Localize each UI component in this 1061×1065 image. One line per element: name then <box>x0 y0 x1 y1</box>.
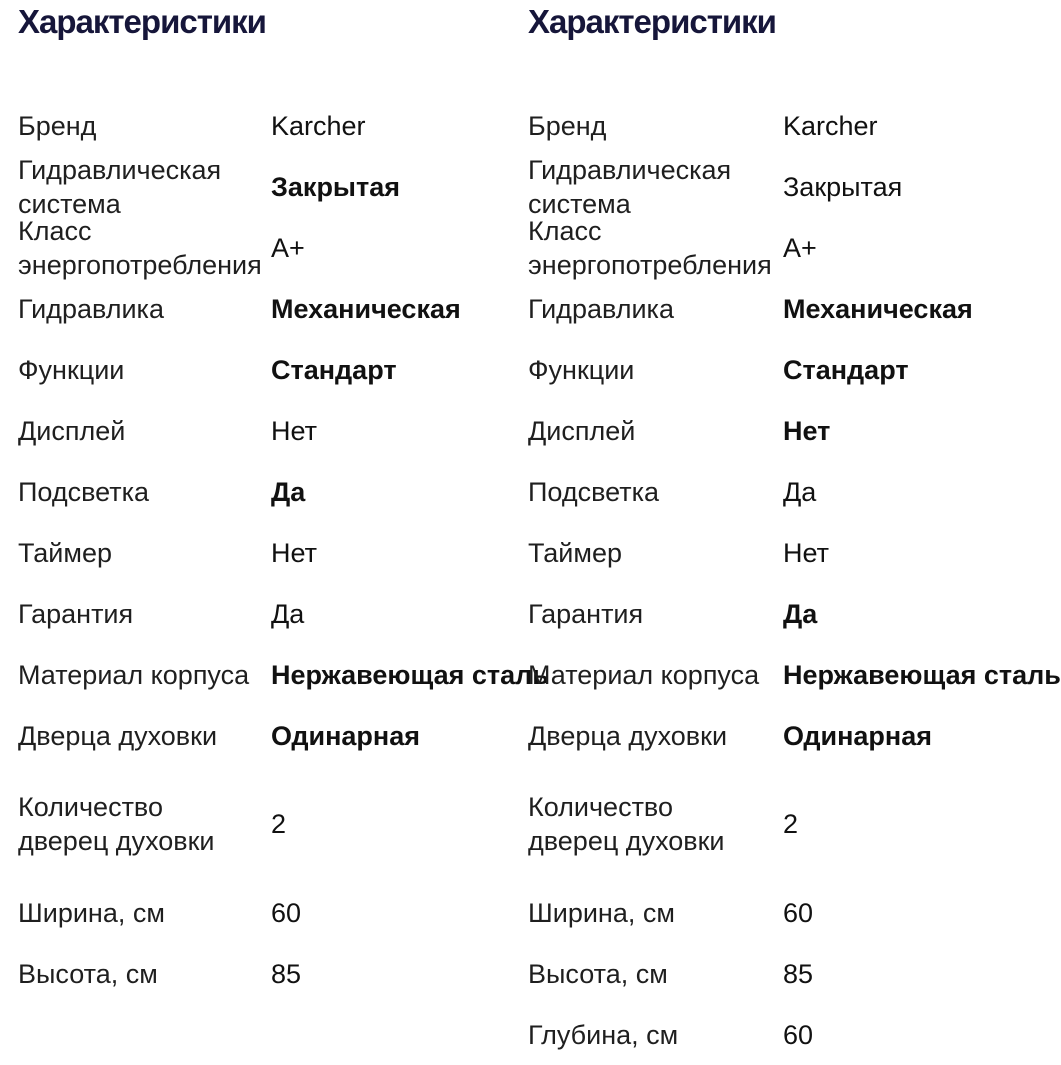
spec-row <box>528 95 1028 156</box>
spec-row <box>528 156 1028 217</box>
spec-row <box>18 461 518 522</box>
spec-row <box>18 943 518 1004</box>
spec-row <box>18 278 518 339</box>
spec-label: Материал корпуса <box>528 659 760 690</box>
spec-value: Нержавеющая сталь <box>271 659 549 690</box>
spec-row <box>18 400 518 461</box>
spec-label: Дисплей <box>18 415 126 446</box>
spec-label: Количество дверец духовки <box>528 792 725 856</box>
specs-panel-right <box>528 0 1061 1050</box>
spec-label: Ширина, см <box>528 897 675 928</box>
spec-label: Класс энергопотребления <box>528 215 772 280</box>
spec-label: Бренд <box>18 110 97 141</box>
spec-value: Стандарт <box>783 354 909 385</box>
spec-value: 2 <box>783 809 799 839</box>
spec-value: Нет <box>783 415 831 446</box>
spec-value: Механическая <box>271 293 461 324</box>
spec-value: Karcher <box>271 110 366 141</box>
spec-row <box>18 339 518 400</box>
spec-label: Бренд <box>528 110 607 141</box>
spec-value: Закрытая <box>783 171 903 202</box>
spec-value: Одинарная <box>271 720 420 751</box>
spec-row <box>18 705 518 766</box>
spec-row <box>18 882 518 943</box>
spec-row <box>18 522 518 583</box>
spec-row <box>528 1004 1028 1065</box>
spec-row <box>528 882 1028 943</box>
spec-label: Класс энергопотребления <box>18 215 262 280</box>
spec-value: Механическая <box>783 293 973 324</box>
spec-label: Высота, см <box>528 958 668 989</box>
specs-panel-left <box>18 0 549 989</box>
spec-value: Стандарт <box>271 354 397 385</box>
specs-list <box>18 95 549 1004</box>
spec-label: Функции <box>528 354 635 385</box>
spec-label: Высота, см <box>18 958 158 989</box>
spec-value: Karcher <box>783 110 878 141</box>
spec-label: Материал корпуса <box>18 659 250 690</box>
panel-title: Характеристики <box>528 3 776 40</box>
spec-row <box>528 339 1028 400</box>
spec-value: 60 <box>783 1019 814 1050</box>
spec-label: Таймер <box>18 537 112 568</box>
spec-row <box>528 766 1028 882</box>
spec-label: Гидравлическая система <box>18 154 222 219</box>
spec-row <box>528 400 1028 461</box>
spec-value: Нет <box>783 537 829 568</box>
spec-row <box>528 705 1028 766</box>
spec-value: Да <box>271 598 305 629</box>
spec-row <box>528 644 1061 705</box>
spec-label: Глубина, см <box>528 1019 679 1050</box>
spec-label: Дверца духовки <box>528 720 728 751</box>
spec-value: 60 <box>271 897 302 928</box>
spec-row <box>528 583 1028 644</box>
spec-label: Количество дверец духовки <box>18 792 215 856</box>
spec-label: Гарантия <box>528 598 644 629</box>
spec-value: Нет <box>271 537 317 568</box>
spec-label: Гарантия <box>18 598 134 629</box>
spec-label: Таймер <box>528 537 622 568</box>
spec-row <box>528 217 1028 278</box>
spec-row <box>528 278 1028 339</box>
spec-label: Функции <box>18 354 125 385</box>
spec-row <box>528 943 1028 1004</box>
spec-row <box>18 766 518 882</box>
spec-value: A+ <box>783 232 817 263</box>
spec-value: Да <box>783 476 817 507</box>
spec-value: Закрытая <box>271 171 400 202</box>
spec-label: Дверца духовки <box>18 720 218 751</box>
specs-list <box>528 95 1061 1065</box>
spec-row <box>528 522 1028 583</box>
spec-value: Нержавеющая сталь <box>783 659 1061 690</box>
spec-value: Да <box>783 598 818 629</box>
spec-value: A+ <box>271 232 305 263</box>
spec-row <box>18 644 549 705</box>
spec-row <box>18 583 518 644</box>
spec-value: Нет <box>271 415 317 446</box>
spec-label: Гидравлическая система <box>528 154 732 219</box>
panel-title: Характеристики <box>18 3 266 40</box>
spec-row <box>18 217 518 278</box>
spec-value: 85 <box>783 958 814 989</box>
spec-value: 2 <box>271 809 287 839</box>
spec-value: Одинарная <box>783 720 932 751</box>
spec-value: 60 <box>783 897 814 928</box>
spec-label: Гидравлика <box>528 293 674 324</box>
spec-row <box>18 95 518 156</box>
spec-row <box>528 461 1028 522</box>
spec-label: Подсветка <box>18 476 150 507</box>
spec-label: Дисплей <box>528 415 636 446</box>
spec-value: Да <box>271 476 306 507</box>
spec-value: 85 <box>271 958 302 989</box>
spec-label: Подсветка <box>528 476 660 507</box>
spec-row <box>18 156 518 217</box>
spec-label: Ширина, см <box>18 897 165 928</box>
spec-label: Гидравлика <box>18 293 164 324</box>
